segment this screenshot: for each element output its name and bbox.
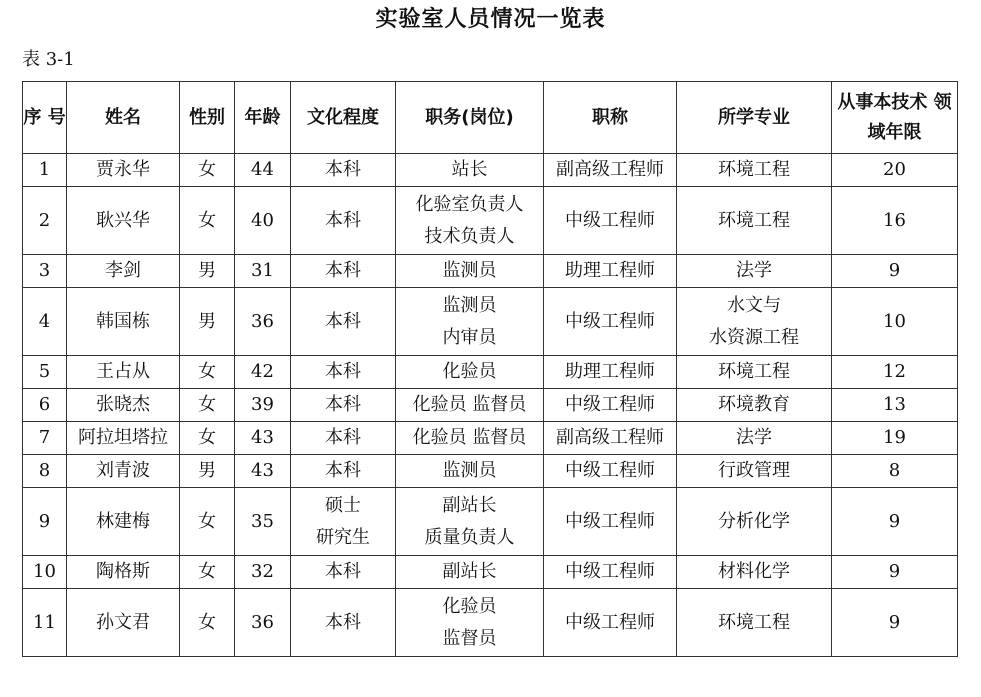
cell-education (291, 356, 396, 389)
cell-age: 43 (235, 455, 291, 488)
cell-line: 行政管理 (718, 460, 790, 481)
cell-line: 环境教育 (718, 394, 790, 415)
cell-years: 16 (832, 187, 958, 255)
cell-line: 本科 (325, 209, 361, 231)
cell-position (396, 455, 544, 488)
cell-education (291, 422, 396, 455)
table-body (23, 154, 958, 657)
cell-education (291, 455, 396, 488)
personnel-table (22, 81, 958, 657)
cell-seq: 11 (23, 589, 67, 657)
table-row (23, 187, 958, 255)
cell-name: 李剑 (67, 255, 180, 288)
cell-title: 助理工程师 (544, 255, 677, 288)
header-seq: 序 号 (23, 82, 67, 154)
cell-years: 12 (832, 356, 958, 389)
cell-gender: 男 (180, 455, 235, 488)
cell-major (677, 154, 832, 187)
cell-seq: 8 (23, 455, 67, 488)
table-number: 表 3-1 (22, 49, 75, 70)
cell-years: 20 (832, 154, 958, 187)
cell-education (291, 255, 396, 288)
cell-name: 韩国栋 (67, 288, 180, 356)
cell-position (396, 389, 544, 422)
cell-line: 本科 (325, 260, 361, 281)
cell-line: 本科 (325, 611, 361, 633)
cell-line: 法学 (736, 427, 772, 448)
cell-years: 9 (832, 589, 958, 657)
cell-line: 法学 (736, 260, 772, 281)
table-row (23, 255, 958, 288)
header-title: 职称 (544, 82, 677, 154)
cell-seq: 6 (23, 389, 67, 422)
cell-line: 化验员 监督员 (412, 427, 527, 448)
cell-gender: 女 (180, 422, 235, 455)
cell-line: 化验员 (442, 595, 497, 617)
cell-line: 本科 (325, 159, 361, 180)
cell-line: 本科 (325, 310, 361, 332)
cell-title: 中级工程师 (544, 187, 677, 255)
cell-title: 副高级工程师 (544, 154, 677, 187)
cell-position (396, 589, 544, 657)
cell-gender: 男 (180, 255, 235, 288)
header-position: 职务(岗位) (396, 82, 544, 154)
cell-position (396, 288, 544, 356)
table-row (23, 422, 958, 455)
cell-education (291, 589, 396, 657)
cell-title: 助理工程师 (544, 356, 677, 389)
header-gender: 性别 (180, 82, 235, 154)
cell-line: 化验室负责人 (415, 193, 524, 215)
cell-years: 19 (832, 422, 958, 455)
header-major: 所学专业 (677, 82, 832, 154)
table-row (23, 556, 958, 589)
cell-age: 35 (235, 488, 291, 556)
document-title: 实验室人员情况一览表 (375, 7, 606, 32)
cell-title: 中级工程师 (544, 488, 677, 556)
cell-major (677, 187, 832, 255)
cell-years: 9 (832, 255, 958, 288)
cell-gender: 女 (180, 556, 235, 589)
cell-age: 36 (235, 288, 291, 356)
table-row (23, 154, 958, 187)
cell-line: 环境工程 (718, 159, 790, 180)
cell-name: 张晓杰 (67, 389, 180, 422)
cell-line: 环境工程 (718, 611, 790, 633)
cell-education (291, 154, 396, 187)
cell-position (396, 255, 544, 288)
cell-position (396, 187, 544, 255)
cell-gender: 女 (180, 187, 235, 255)
cell-name: 贾永华 (67, 154, 180, 187)
cell-age: 42 (235, 356, 291, 389)
table-row (23, 389, 958, 422)
cell-name: 阿拉坦塔拉 (67, 422, 180, 455)
cell-line: 环境工程 (718, 209, 790, 231)
cell-line: 质量负责人 (424, 526, 515, 548)
table-row (23, 589, 958, 657)
cell-line: 水资源工程 (709, 326, 799, 348)
cell-title: 副高级工程师 (544, 422, 677, 455)
cell-seq: 9 (23, 488, 67, 556)
cell-position (396, 556, 544, 589)
cell-line: 本科 (325, 561, 361, 582)
cell-line: 监测员 (442, 460, 497, 481)
cell-name: 王占从 (67, 356, 180, 389)
cell-age: 31 (235, 255, 291, 288)
cell-education (291, 389, 396, 422)
cell-education (291, 288, 396, 356)
cell-line: 本科 (325, 361, 361, 382)
cell-major (677, 389, 832, 422)
cell-position (396, 422, 544, 455)
cell-line: 站长 (451, 159, 488, 180)
cell-name: 耿兴华 (67, 187, 180, 255)
cell-line: 监督员 (442, 627, 497, 649)
cell-line: 技术负责人 (424, 225, 515, 247)
cell-line: 环境工程 (718, 361, 790, 382)
cell-name: 刘青波 (67, 455, 180, 488)
cell-position (396, 154, 544, 187)
cell-gender: 女 (180, 488, 235, 556)
cell-line: 材料化学 (718, 561, 790, 582)
table-row (23, 455, 958, 488)
table-row (23, 356, 958, 389)
cell-seq: 2 (23, 187, 67, 255)
cell-line: 监测员 (442, 294, 497, 316)
cell-age: 32 (235, 556, 291, 589)
cell-line: 化验员 (442, 361, 497, 382)
cell-education (291, 488, 396, 556)
cell-major (677, 288, 832, 356)
cell-position (396, 488, 544, 556)
cell-title: 中级工程师 (544, 589, 677, 657)
table-header-row (23, 82, 958, 154)
cell-years: 8 (832, 455, 958, 488)
header-years: 从事本技术 领域年限 (832, 82, 958, 154)
cell-name: 陶格斯 (67, 556, 180, 589)
cell-seq: 5 (23, 356, 67, 389)
cell-title: 中级工程师 (544, 455, 677, 488)
cell-gender: 女 (180, 356, 235, 389)
cell-seq: 3 (23, 255, 67, 288)
cell-position (396, 356, 544, 389)
cell-education (291, 187, 396, 255)
cell-name: 孙文君 (67, 589, 180, 657)
cell-major (677, 255, 832, 288)
cell-name: 林建梅 (67, 488, 180, 556)
cell-major (677, 589, 832, 657)
cell-line: 监测员 (442, 260, 497, 281)
cell-line: 内审员 (442, 326, 497, 348)
cell-age: 40 (235, 187, 291, 255)
cell-line: 研究生 (316, 526, 370, 548)
cell-education (291, 556, 396, 589)
cell-age: 44 (235, 154, 291, 187)
cell-gender: 男 (180, 288, 235, 356)
cell-years: 9 (832, 556, 958, 589)
header-education: 文化程度 (291, 82, 396, 154)
cell-line: 本科 (325, 460, 361, 481)
cell-line: 副站长 (442, 494, 497, 516)
header-name: 姓名 (67, 82, 180, 154)
header-age: 年龄 (235, 82, 291, 154)
cell-seq: 10 (23, 556, 67, 589)
cell-major (677, 422, 832, 455)
cell-seq: 1 (23, 154, 67, 187)
cell-line: 本科 (325, 427, 361, 448)
cell-line: 本科 (325, 394, 361, 415)
cell-years: 9 (832, 488, 958, 556)
cell-seq: 7 (23, 422, 67, 455)
cell-title: 中级工程师 (544, 556, 677, 589)
cell-years: 10 (832, 288, 958, 356)
cell-title: 中级工程师 (544, 288, 677, 356)
cell-major (677, 455, 832, 488)
cell-age: 36 (235, 589, 291, 657)
cell-gender: 女 (180, 154, 235, 187)
cell-seq: 4 (23, 288, 67, 356)
cell-age: 39 (235, 389, 291, 422)
cell-major (677, 488, 832, 556)
cell-major (677, 556, 832, 589)
cell-line: 水文与 (727, 294, 781, 316)
cell-line: 副站长 (442, 561, 497, 582)
cell-years: 13 (832, 389, 958, 422)
table-row (23, 288, 958, 356)
cell-line: 硕士 (325, 494, 361, 516)
cell-line: 化验员 监督员 (412, 394, 527, 415)
cell-gender: 女 (180, 589, 235, 657)
cell-age: 43 (235, 422, 291, 455)
table-row (23, 488, 958, 556)
cell-major (677, 356, 832, 389)
cell-line: 分析化学 (718, 510, 790, 532)
cell-title: 中级工程师 (544, 389, 677, 422)
cell-gender: 女 (180, 389, 235, 422)
